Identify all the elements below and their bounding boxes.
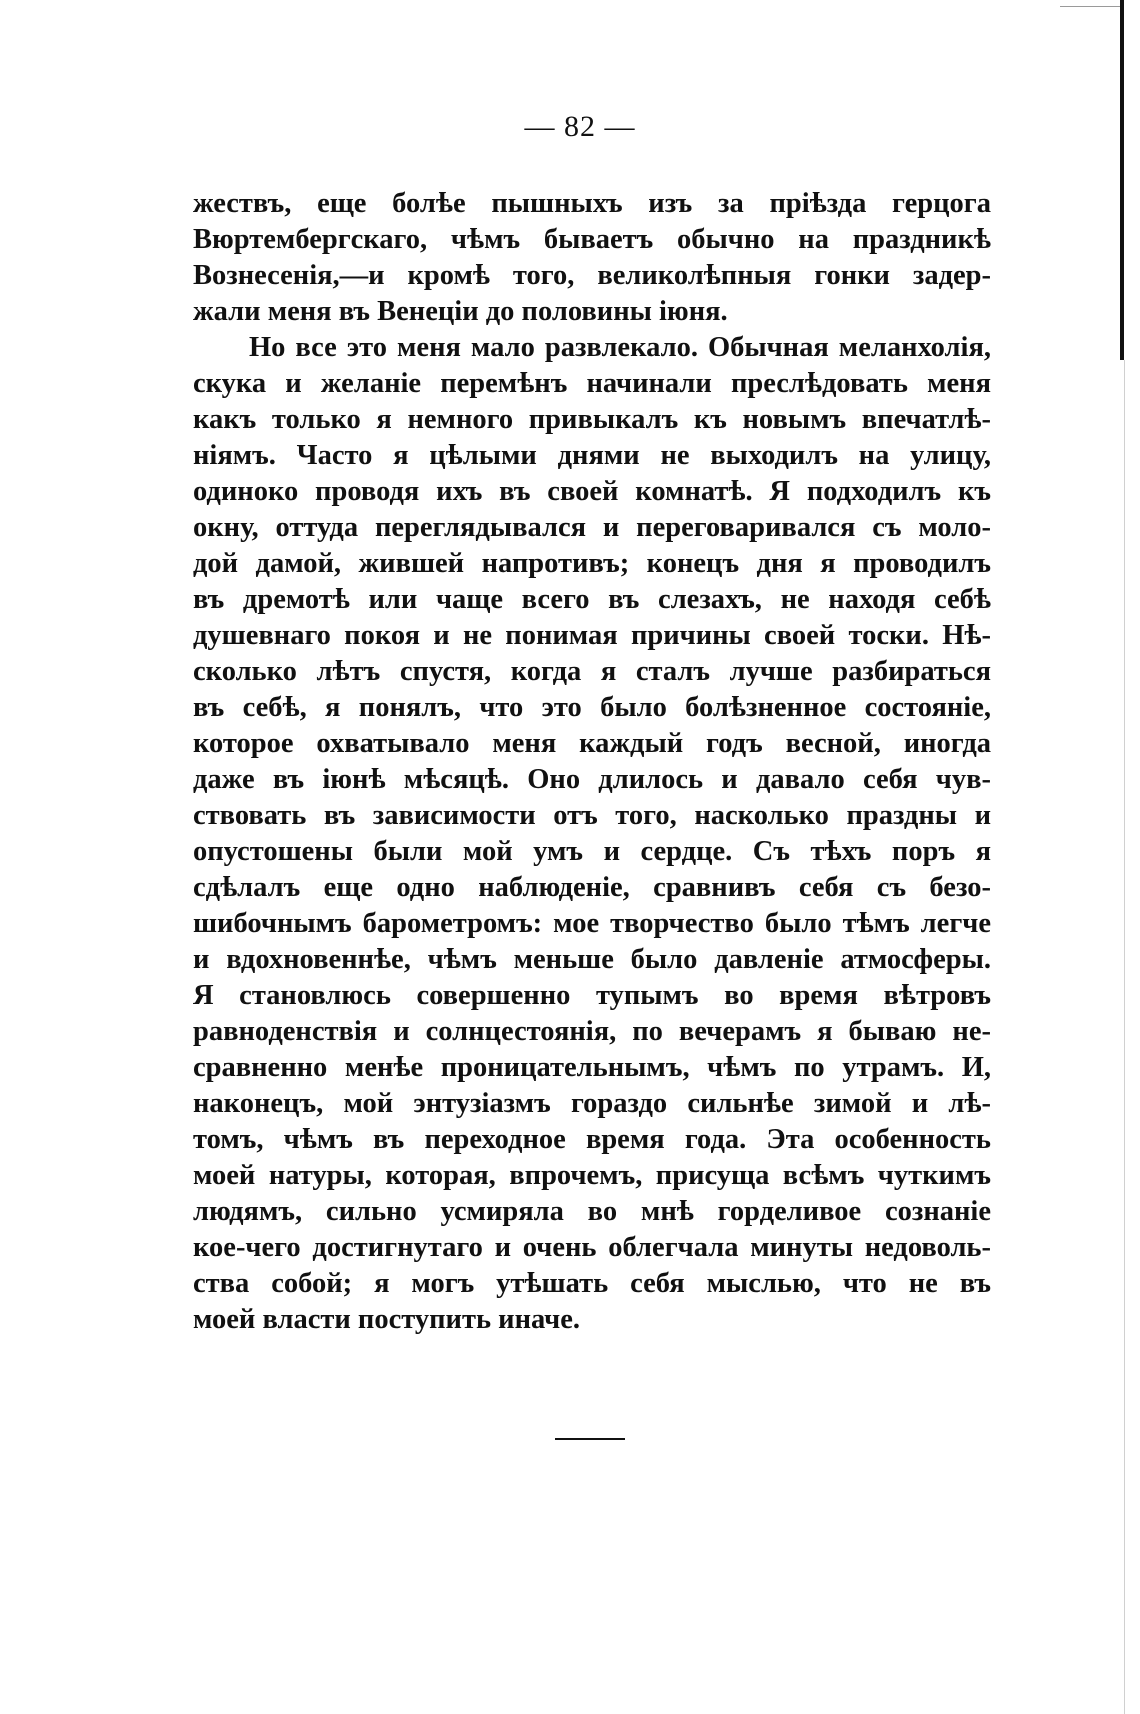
text-line: въ себѣ, я понялъ, что это было болѣзненное состояніе,: [193, 692, 991, 723]
page-number: — 82 —: [524, 110, 636, 143]
text-line-paragraph-end: моей власти поступить иначе.: [193, 1304, 580, 1335]
text-line: сколько лѣтъ спустя, когда я сталъ лучше разбираться: [193, 656, 991, 687]
text-line: ства собой; я могъ утѣшать себя мыслью, что не въ: [193, 1268, 991, 1299]
text-line: Я становлюсь совершенно тупымъ во время вѣтровъ: [193, 980, 991, 1011]
scan-border-right-faint: [1124, 360, 1125, 1714]
end-of-chapter-rule: [555, 1438, 625, 1440]
text-line: равноденствія и солнцестоянія, по вечерамъ я бываю не-: [193, 1016, 991, 1047]
text-line: моей натуры, которая, впрочемъ, присуща всѣмъ чуткимъ: [193, 1160, 991, 1191]
text-line: наконецъ, мой энтузіазмъ гораздо сильнѣе зимой и лѣ-: [193, 1088, 991, 1119]
text-line-paragraph-start: Но все это меня мало развлекало. Обычная меланхолія,: [249, 332, 991, 363]
body-text: [193, 186, 991, 1338]
text-line: опустошены были мой умъ и сердце. Съ тѣхъ поръ я: [193, 836, 991, 867]
text-line: Вюртембергскаго, чѣмъ бываетъ обычно на праздникѣ: [193, 224, 991, 255]
text-line: жествъ, еще болѣе пышныхъ изъ за пріѣзда герцога: [193, 188, 991, 219]
text-line: дой дамой, жившей напротивъ; конецъ дня я проводилъ: [193, 548, 991, 579]
text-line: кое-чего достигнутаго и очень облегчала минуты недоволь-: [193, 1232, 991, 1263]
text-line: сравненно менѣе проницательнымъ, чѣмъ по утрамъ. И,: [193, 1052, 991, 1083]
text-line: ствовать въ зависимости отъ того, насколько праздны и: [193, 800, 991, 831]
text-line: сдѣлалъ еще одно наблюденіе, сравнивъ себя съ безо-: [193, 872, 991, 903]
text-line: томъ, чѣмъ въ переходное время года. Эта особенность: [193, 1124, 991, 1155]
text-line: какъ только я немного привыкалъ къ новымъ впечатлѣ-: [193, 404, 991, 435]
text-line: одиноко проводя ихъ въ своей комнатѣ. Я подходилъ къ: [193, 476, 991, 507]
text-line-paragraph-end: жали меня въ Венеціи до половины іюня.: [193, 296, 728, 327]
scan-border-top: [1060, 6, 1120, 7]
text-line: скука и желаніе перемѣнъ начинали преслѣдовать меня: [193, 368, 991, 399]
text-line: въ дремотѣ или чаще всего въ слезахъ, не находя себѣ: [193, 584, 991, 615]
text-line: окну, оттуда переглядывался и переговаривался съ моло-: [193, 512, 991, 543]
scan-border-right: [1120, 0, 1124, 360]
text-line: даже въ іюнѣ мѣсяцѣ. Оно длилось и давало себя чув-: [193, 764, 991, 795]
text-line: и вдохновеннѣе, чѣмъ меньше было давленіе атмосферы.: [193, 944, 991, 975]
text-line: ніямъ. Часто я цѣлыми днями не выходилъ на улицу,: [193, 440, 991, 471]
text-line: душевнаго покоя и не понимая причины своей тоски. Нѣ-: [193, 620, 991, 651]
text-line: людямъ, сильно усмиряла во мнѣ горделивое сознаніе: [193, 1196, 991, 1227]
text-line: шибочнымъ барометромъ: мое творчество было тѣмъ легче: [193, 908, 991, 939]
text-line: которое охватывало меня каждый годъ весной, иногда: [193, 728, 991, 759]
text-line: Вознесенія,—и кромѣ того, великолѣпныя гонки задер-: [193, 260, 991, 291]
